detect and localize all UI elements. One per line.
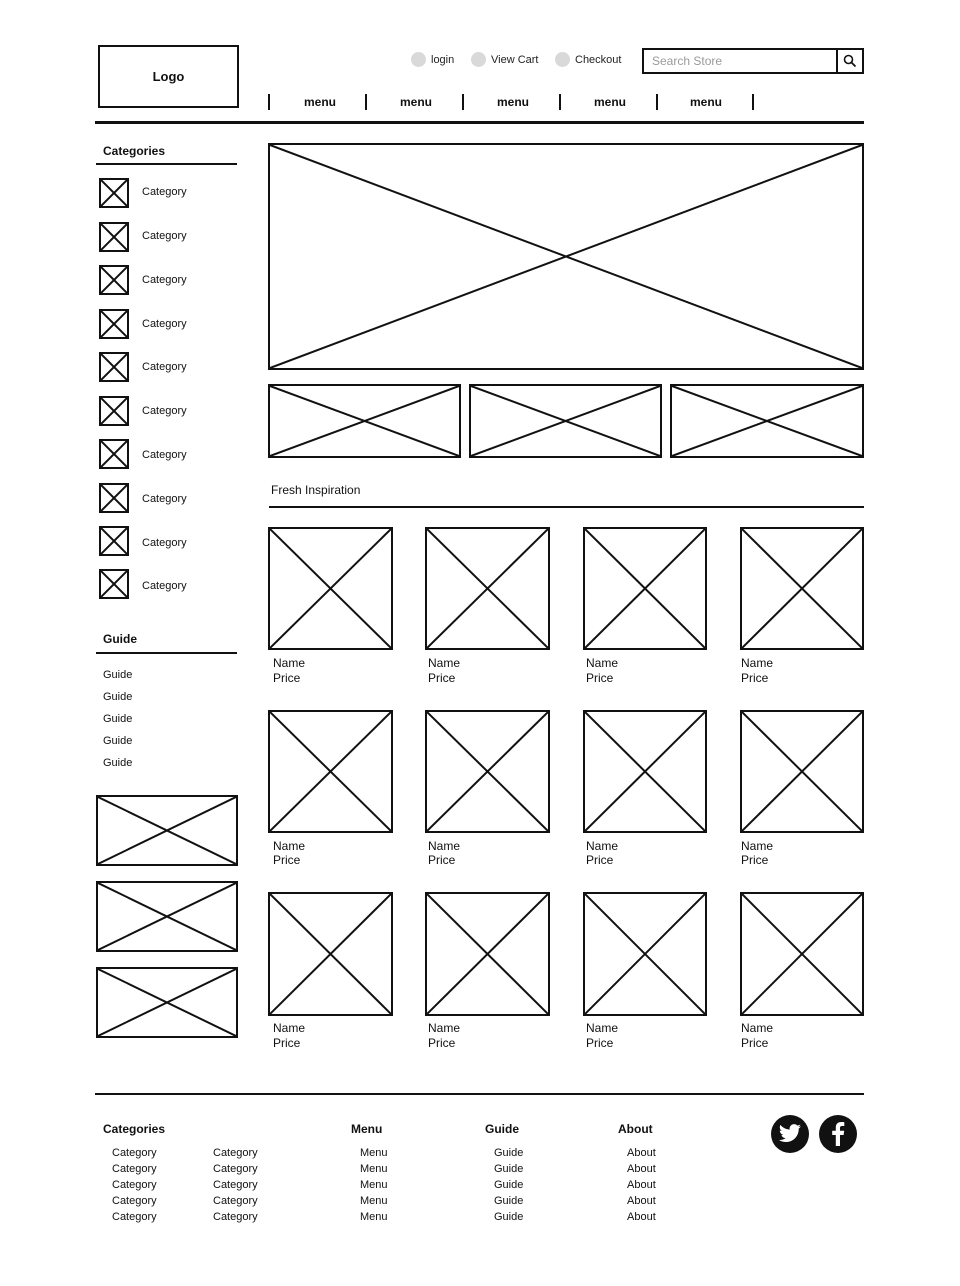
category-icon-3 [99,265,129,295]
footer-category-link[interactable]: Category [112,1195,157,1207]
footer-category-link[interactable]: Category [112,1179,157,1191]
sidebar-categories-title: Categories [103,144,166,158]
product-price: Price [586,853,614,867]
product-price: Price [428,1036,456,1050]
search-icon [843,54,857,68]
nav-separator [656,94,658,110]
footer-menu-link[interactable]: Menu [360,1147,388,1159]
product-name[interactable]: Name [273,1021,306,1035]
sidebar-category-8[interactable]: Category [142,493,187,505]
footer-categories-title: Categories [103,1122,166,1136]
product-name[interactable]: Name [428,839,461,853]
footer-category-link[interactable]: Category [213,1211,258,1223]
footer-about-link[interactable]: About [627,1179,656,1191]
twitter-button[interactable] [771,1115,809,1153]
category-icon-1 [99,178,129,208]
footer-guide-link[interactable]: Guide [494,1147,524,1159]
section-divider [269,506,864,508]
category-icon-2 [99,222,129,252]
twitter-icon [778,1124,802,1144]
sidebar-category-10[interactable]: Category [142,580,187,592]
nav-menu-1[interactable]: menu [303,95,336,109]
product-price: Price [586,1036,614,1050]
product-image-2[interactable] [425,527,550,650]
product-image-11[interactable] [583,892,707,1016]
promo-banner-1[interactable] [268,384,461,458]
facebook-icon [831,1122,845,1146]
sidebar-guide-1[interactable]: Guide [103,669,133,681]
hero-banner[interactable] [268,143,864,370]
product-name[interactable]: Name [428,656,461,670]
product-name[interactable]: Name [273,839,306,853]
category-icon-5 [99,352,129,382]
view-cart-label: View Cart [491,53,539,66]
nav-menu-5[interactable]: menu [689,95,722,109]
sidebar-category-6[interactable]: Category [142,405,187,417]
sidebar-category-5[interactable]: Category [142,361,187,373]
checkout-link[interactable] [555,52,621,67]
sidebar-category-1[interactable]: Category [142,186,187,198]
footer-category-link[interactable]: Category [213,1147,258,1159]
product-image-4[interactable] [740,527,864,650]
sidebar-category-3[interactable]: Category [142,274,187,286]
login-icon [411,52,426,67]
footer-category-link[interactable]: Category [213,1163,258,1175]
product-name[interactable]: Name [586,656,619,670]
checkout-label: Checkout [575,53,622,66]
nav-separator [559,94,561,110]
product-name[interactable]: Name [586,1021,619,1035]
footer-about-link[interactable]: About [627,1147,656,1159]
promo-banner-2[interactable] [469,384,662,458]
sidebar-guide-title: Guide [103,632,138,646]
product-image-12[interactable] [740,892,864,1016]
sidebar-guide-2[interactable]: Guide [103,691,133,703]
footer-guide-link[interactable]: Guide [494,1179,524,1191]
product-image-10[interactable] [425,892,550,1016]
sidebar-guide-4[interactable]: Guide [103,735,133,747]
footer-about-title: About [618,1122,653,1136]
footer-category-link[interactable]: Category [112,1163,157,1175]
search-input[interactable] [644,50,854,72]
product-name[interactable]: Name [741,1021,774,1035]
product-image-8[interactable] [740,710,864,833]
cart-icon [471,52,486,67]
sidebar-categories-divider [96,163,237,165]
view-cart-link[interactable] [471,52,538,67]
footer-category-link[interactable]: Category [213,1179,258,1191]
footer-menu-link[interactable]: Menu [360,1163,388,1175]
sidebar-category-9[interactable]: Category [142,537,187,549]
logo-box[interactable] [98,45,239,108]
category-icon-9 [99,526,129,556]
product-name[interactable]: Name [741,656,774,670]
footer-menu-link[interactable]: Menu [360,1179,388,1191]
product-image-7[interactable] [583,710,707,833]
product-name[interactable]: Name [741,839,774,853]
product-price: Price [741,853,769,867]
product-name[interactable]: Name [273,656,306,670]
category-icon-8 [99,483,129,513]
product-price: Price [273,671,301,685]
product-price: Price [586,671,614,685]
nav-separator [268,94,270,110]
nav-separator [462,94,464,110]
footer-guide-link[interactable]: Guide [494,1211,524,1223]
product-name[interactable]: Name [586,839,619,853]
promo-banner-3[interactable] [670,384,864,458]
login-label: login [431,53,455,66]
product-price: Price [428,853,456,867]
nav-menu-4[interactable]: menu [593,95,626,109]
nav-separator [365,94,367,110]
footer-about-link[interactable]: About [627,1195,656,1207]
footer-divider [95,1093,864,1095]
footer-about-link[interactable]: About [627,1211,656,1223]
sidebar-category-2[interactable]: Category [142,230,187,242]
login-link[interactable] [411,52,454,67]
product-price: Price [741,671,769,685]
category-icon-4 [99,309,129,339]
header-divider [95,121,864,124]
category-icon-7 [99,439,129,469]
sidebar-category-4[interactable]: Category [142,318,187,330]
footer-guide-title: Guide [485,1122,520,1136]
category-icon-10 [99,569,129,599]
footer-category-link[interactable]: Category [213,1195,258,1207]
product-name[interactable]: Name [428,1021,461,1035]
product-image-6[interactable] [425,710,550,833]
product-price: Price [428,671,456,685]
footer-menu-link[interactable]: Menu [360,1211,388,1223]
sidebar-ad-3[interactable] [96,967,238,1038]
product-price: Price [273,853,301,867]
sidebar-ad-2[interactable] [96,881,238,952]
sidebar-guide-5[interactable]: Guide [103,757,133,769]
search-button[interactable] [836,50,862,72]
footer-guide-link[interactable]: Guide [494,1163,524,1175]
footer-category-link[interactable]: Category [112,1211,157,1223]
footer-about-link[interactable]: About [627,1163,656,1175]
sidebar-ad-1[interactable] [96,795,238,866]
facebook-button[interactable] [819,1115,857,1153]
nav-separator [752,94,754,110]
checkout-icon [555,52,570,67]
footer-guide-link[interactable]: Guide [494,1195,524,1207]
product-price: Price [273,1036,301,1050]
product-image-1[interactable] [268,527,393,650]
footer-menu-title: Menu [351,1122,383,1136]
category-icon-6 [99,396,129,426]
product-image-5[interactable] [268,710,393,833]
nav-menu-3[interactable]: menu [496,95,529,109]
product-image-3[interactable] [583,527,707,650]
sidebar-guide-3[interactable]: Guide [103,713,133,725]
product-image-9[interactable] [268,892,393,1016]
footer-menu-link[interactable]: Menu [360,1195,388,1207]
product-price: Price [741,1036,769,1050]
logo-text: Logo [152,69,185,84]
section-title: Fresh Inspiration [271,483,361,497]
search-box [642,48,864,74]
nav-menu-2[interactable]: menu [399,95,432,109]
sidebar-category-7[interactable]: Category [142,449,187,461]
footer-category-link[interactable]: Category [112,1147,157,1159]
sidebar-guide-divider [96,652,237,654]
